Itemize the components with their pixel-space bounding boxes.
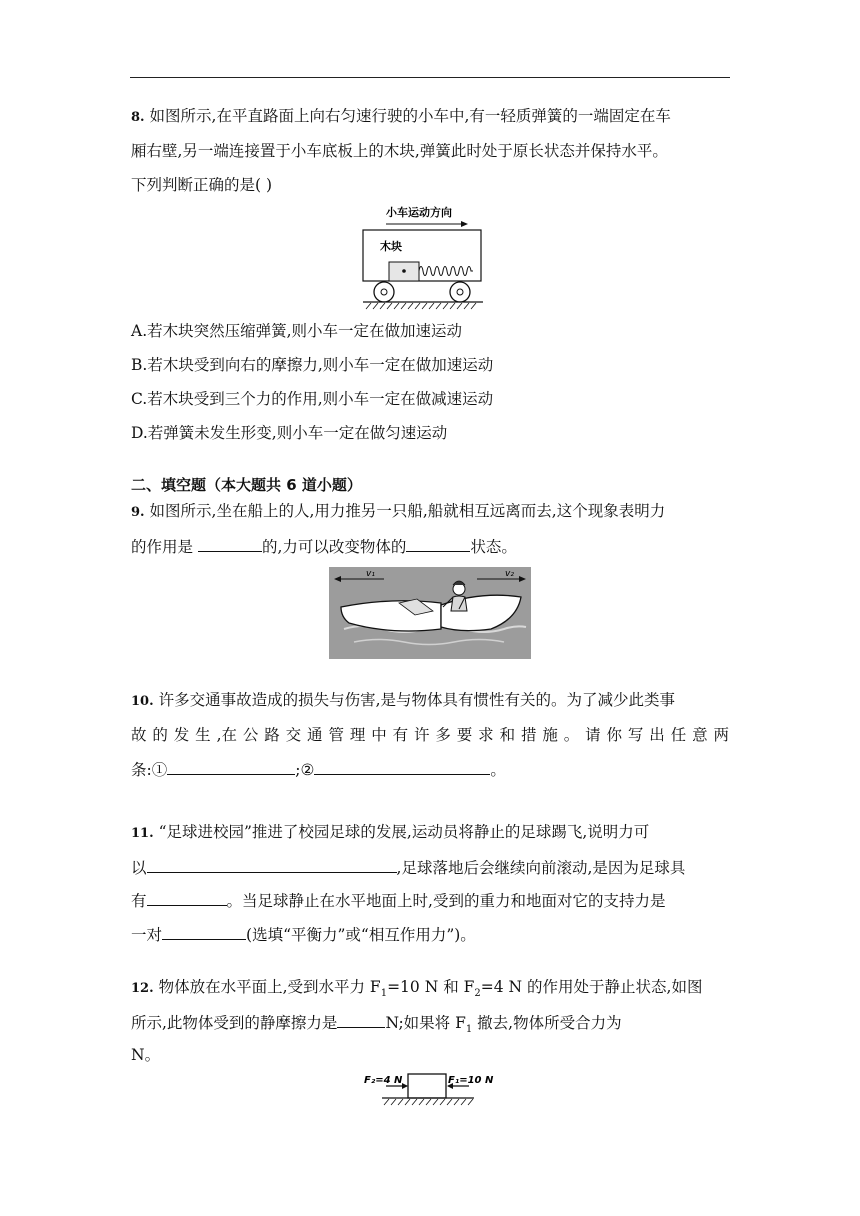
section-heading: 二、填空题（本大题共 6 道小题） [131,476,362,494]
q10-line2: 故 的 发 生 ,在 公 路 交 通 管 理 中 有 许 多 要 求 和 措 施 。 请 你 写 出 任 意 两 [131,726,729,744]
blank-q9-2[interactable] [406,536,470,552]
q9-number: 9. [131,505,145,520]
q8-line3: 下列判断正确的是( ) [131,176,273,194]
q11-number: 11. [131,826,154,841]
blank-q12-1[interactable] [337,1012,385,1028]
q9-line2: 的作用是 的,力可以改变物体的 状态。 [131,538,517,556]
q8-line1: 8. 如图所示,在平直路面上向右匀速行驶的小车中,有一轻质弹簧的一端固定在车 [131,107,671,125]
f2-label: F₂=4 N [364,1075,403,1086]
blank-q11-1[interactable] [147,857,397,873]
right-wheel [450,282,470,302]
q12-number: 12. [131,981,154,996]
q10-number: 10. [131,694,154,709]
q8-option-a: A.若木块突然压缩弹簧,则小车一定在做加速运动 [131,322,463,340]
direction-arrowhead [461,221,468,227]
q12-line1: 12. 物体放在水平面上,受到水平力 $F_1=10$ N 和 $F_2=4$ N 的作用处于静止状态,如图 [131,978,703,1000]
left-wheel [374,282,394,302]
blank-q11-3[interactable] [162,924,246,940]
q8-option-b: B.若木块受到向右的摩擦力,则小车一定在做加速运动 [131,356,494,374]
force-block [408,1074,446,1098]
cart-figure [358,198,488,310]
v2-label: v₂ [505,569,514,579]
block-center-dot [402,269,406,273]
q8-option-d: D.若弹簧未发生形变,则小车一定在做匀速运动 [131,424,448,442]
q11-line3: 有 。当足球静止在水平地面上时,受到的重力和地面对它的支持力是 [131,892,666,910]
spring [419,267,473,276]
block-label: 木块 [380,240,402,253]
q11-line2: 以 ,足球落地后会继续向前滚动,是因为足球具 [131,859,686,877]
blank-q10-1[interactable] [167,759,295,775]
q10-line3: 条:① ;② 。 [131,761,506,779]
q10-line1: 10. 许多交通事故造成的损失与伤害,是与物体具有惯性有关的。为了减少此类事 [131,691,675,709]
q11-line4: 一对 (选填“平衡力”或“相互作用力”)。 [131,926,476,944]
direction-label: 小车运动方向 [386,206,452,219]
q11-line1: 11. “足球进校园”推进了校园足球的发展,运动员将静止的足球踢飞,说明力可 [131,823,650,841]
q12-line3: N。 [131,1046,161,1064]
boats-figure [329,567,531,659]
blank-q10-2[interactable] [314,759,490,775]
v1-label: v₁ [366,569,375,579]
f1-label: F₁=10 N [448,1075,494,1086]
q12-line2: 所示,此物体受到的静摩擦力是 N;如果将 $F_1$ 撤去,物体所受合力为 [131,1014,622,1036]
q8-number: 8. [131,110,145,125]
blank-q11-2[interactable] [147,890,227,906]
ground-hatch [366,303,476,309]
header-rule [130,77,730,78]
surface-hatch [384,1099,473,1105]
q9-line1: 9. 如图所示,坐在船上的人,用力推另一只船,船就相互远离而去,这个现象表明力 [131,502,666,520]
blank-q9-1[interactable] [198,536,262,552]
forces-figure [362,1068,502,1110]
q8-option-c: C.若木块受到三个力的作用,则小车一定在做减速运动 [131,390,494,408]
q8-line2: 厢右壁,另一端连接置于小车底板上的木块,弹簧此时处于原长状态并保持水平。 [131,142,668,160]
